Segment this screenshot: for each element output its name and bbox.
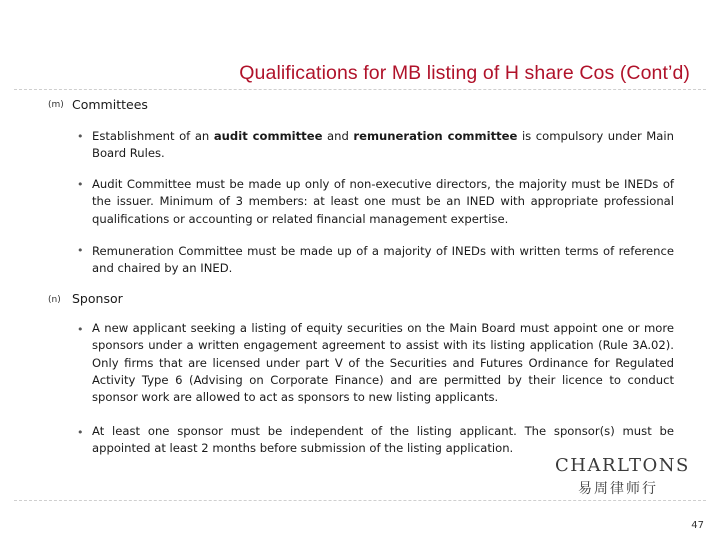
text-run: is compulsory under Main Board Rules.	[92, 129, 674, 161]
title-divider	[14, 89, 706, 90]
bullet-text-sponsor-independence	[92, 423, 674, 458]
logo-name-zh: 易周律师行	[578, 481, 658, 497]
section-heading-committees: Committees	[72, 97, 148, 112]
bullet-text-audit-committee	[92, 176, 674, 228]
bullet-text-audit-remuneration	[92, 128, 674, 163]
bullet-marker: •	[77, 130, 84, 143]
bold-term: audit committee	[213, 129, 323, 143]
section-marker-m: (m)	[48, 100, 64, 110]
logo-name-en: CHARLTONS	[555, 455, 690, 476]
text-run: At least one sponsor must be independent of the listing applicant. The sponsor(s) must be appointed at least 2 months before submission of the listing application.	[92, 424, 674, 456]
section-marker-n: (n)	[48, 295, 61, 305]
text-run: and	[322, 129, 354, 143]
bullet-marker: •	[77, 178, 84, 191]
page-number: 47	[691, 520, 704, 531]
text-run: Establishment of an	[92, 129, 214, 143]
bold-term: remuneration committee	[353, 129, 518, 143]
bullet-marker: •	[77, 244, 84, 257]
slide-title: Qualifications for MB listing of H share Cos (Cont’d)	[239, 62, 690, 84]
footer-divider	[14, 500, 706, 501]
charltons-logo	[555, 455, 690, 497]
bullet-text-sponsor-appointment	[92, 320, 674, 406]
bullet-marker: •	[77, 323, 84, 336]
text-run: Audit Committee must be made up only of non-executive directors, the majority must be INEDs of the issuer. Minimum of 3 members: at least one must be an INED with appropriate professional qualifications or accounting or related financial management expertise.	[92, 177, 674, 226]
text-run: Remuneration Committee must be made up of a majority of INEDs with written terms of reference and chaired by an INED.	[92, 244, 674, 276]
bullet-text-remuneration-committee	[92, 243, 674, 278]
text-run: A new applicant seeking a listing of equity securities on the Main Board must appoint one or more sponsors under a written engagement agreement to assist with its listing application (Rule 3A.02). Only firms that are licensed under part V of the Securities and Futures Ordinance for Regulated Activity Type 6 (Advising on Corporate Finance) and are permitted by their licence to conduct sponsor work are allowed to act as sponsors to new listing applicants.	[92, 321, 674, 405]
bullet-marker: •	[77, 426, 84, 439]
section-heading-sponsor: Sponsor	[72, 291, 123, 306]
